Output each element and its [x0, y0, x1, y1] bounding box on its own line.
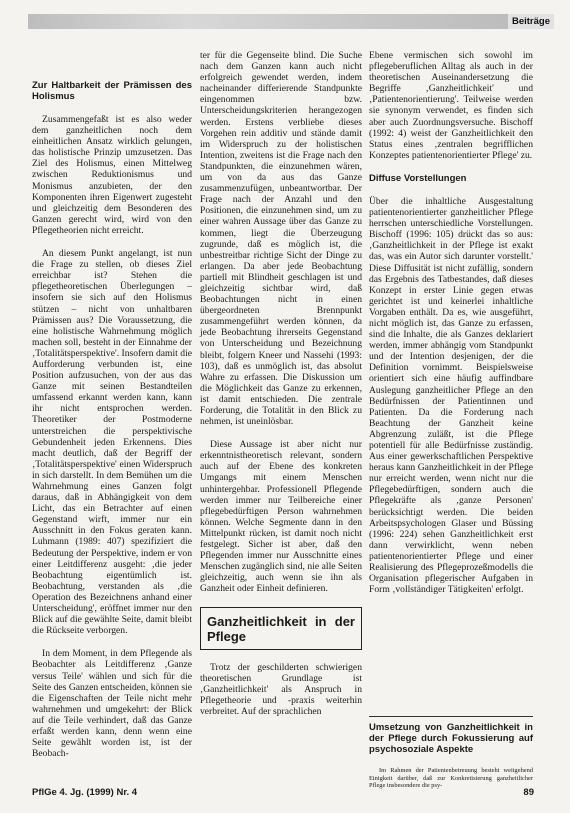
paragraph: Über die inhaltliche Ausgestaltung patientenorientierter ganzheitlicher Pflege herrschen unterschiedliche Vorstellungen. Bischoff (1996: 105) drückt das so aus: ‚Ganzheitlichkeit in der Pflege ist exakt das, was ein Autor sich darunter vorstellt.' Diese Diffusität ist nicht zufällig, sondern das Ergebnis des Tatbestandes, daß dieses Konzept in erster Linie gegen etwas gerichtet ist und keinerlei inhaltliche Vorgaben enthält. Da es, wie ausgeführt, nicht möglich ist, das Ganze zu erfassen, sind die Inhalte, die als Ganzes deklariert werden, immer abhängig vom Standpunkt und der Intention desjenigen, der die Definition vornimmt. Beispielsweise orientiert sich eine häufig auffindbare Auslegung ganzheitlicher Pflege an den Bedürfnissen der Patientinnen und Patienten. Da die Forderung nach Beachtung der Ganzheit keine Abgrenzung zuläßt, ist die Pflege potentiell für alle Bedürfnisse zuständig. Aus einer gewerkschaftlichen Perspektive heraus kann Ganzheitlichkeit in der Pflege nur erreicht werden, wenn nicht nur die Pflegebedürftigen, sondern auch die Pflegekräfte als ‚ganze Personen' berücksichtigt werden. Die beiden Arbeitspsychologen Glaser und Büssing (1996: 224) sehen Ganzheitlichkeit erst dann verwirklicht, wenn neben patientenorientierter Pflege und einer Realisierung des Pflegeprozeßmodells die Organisation pflegerischer Aufgaben in Form ‚vollständiger Tätigkeiten' erfolgt. [369, 195, 533, 596]
column-3 [369, 50, 533, 607]
paragraph: Im Rahmen der Patientenbetreuung besteht weitgehend Einigkeit darüber, daß zur Konkretisierung ganzheitlicher Pflege insbesondere die psy- [369, 767, 533, 790]
paragraph: Trotz der geschilderten schwierigen theoretischen Grundlage ist ‚Ganzheitlichkeit' als Anspruch in Pflegetheorie und -praxis weiterhin verbreitet. Auf der sprachlichen [200, 661, 362, 717]
paragraph: In dem Moment, in dem Pflegende als Beobachter als Leitdifferenz ‚Ganze versus Teile' wählen und sich für die Seite des Ganzen entscheiden, können sie die Eigenschaften der Teile nicht mehr wahrnehmen und umgekehrt: der Blick auf die Teile verhindert, daß das Ganze erfaßt werden kann, denn wenn eine Seite gewählt worden ist, ist der Beobach- [32, 648, 192, 760]
paragraph: Zusammengefaßt ist es also weder dem ganzheitlichen noch dem einheitlichen Ansatz wirklich gelungen, das holistische Prinzip umzusetzen. Das Ziel des Holismus, einen Mittelweg zwischen Reduktionismus und Monismus anzubieten, der den Komponenten ihren Eigenwert zugesteht und gleichzeitig dem Besonderen des Ganzen gerecht wird, wird von den Pflegetheorien nicht erreicht. [32, 114, 192, 236]
section-label: Beiträge [508, 14, 554, 29]
paragraph: An diesem Punkt angelangt, ist nun die Frage zu stellen, ob dieses Ziel erreichbar ist? Stehen die pflegetheoretischen Überlegungen – insofern sie sich auf den Holismus stützen – nicht von unhaltbaren Prämissen aus? Die Voraussetzung, die eine holistische Wahrnehmung möglich machen soll, besteht in der Einnahme der ‚Totalitätsperspektive'. Insofern damit die Aufforderung verbunden ist, eine Position aufzusuchen, von der aus das Ganze mit seinen Bestandteilen umfassend erkannt werden kann, kann ihr nicht entsprochen werden. Theoretiker der Postmoderne unterstreichen die perspektivische Gebundenheit jeden Erkennens. Dies macht deutlich, daß der Begriff der ‚Totalitätsperspektive' einen Widerspruch in sich darstellt. In dem Bemühen um die Wahrnehmung eines Ganzen folgt daraus, daß in Abhängigkeit von dem Licht, das ein Betrachter auf einen Gegenstand wirft, immer nur ein Ausschnitt in den Fokus geraten kann. Luhmann (1989: 407) spezifiziert die Bedeutung der Perspektive, indem er von einer Leitdifferenz ausgeht: ‚die jeder Beobachtung eigentümlich ist. Beobachtung, verstanden als ‚die Operation des Bezeichnens anhand einer Unterscheidung', eröffnet immer nur den Blick auf die gewählte Seite, damit bleibt die Rückseite verborgen. [32, 248, 192, 637]
journal-citation: PflGe 4. Jg. (1999) Nr. 4 [32, 787, 138, 798]
section-heading: Zur Haltbarkeit der Prämissen des Holismus [32, 80, 192, 102]
subsection-heading: Umsetzung von Ganzheitlichkeit in der Pflege durch Fokussierung auf psychosoziale Aspekte [369, 722, 533, 755]
paragraph: Ebene vermischen sich sowohl im pflegeberuflichen Alltag als auch in der theoretischen Auseinandersetzung die Begriffe ‚Ganzheitlichkeit' und ‚Patientenorientierung'. Teilweise werden sie synonym verwendet, es finden sich aber auch Zuordnungsversuche. Bischoff (1992: 4) weist der Ganzheitlichkeit den Status eines ‚zentralen begrifflichen Konzeptes patientenorientierter Pflege' zu. [369, 50, 533, 161]
main-section-heading: Ganzheitlichkeit in der Pflege [200, 607, 362, 650]
page-number: 89 [523, 787, 534, 798]
paragraph: ter für die Gegenseite blind. Die Suche nach dem Ganzen kann auch nicht erfolgreich gewendet werden, indem nacheinander differierende Standpunkte eingenommen bzw. Unterscheidungskriterien herangezogen werden. Erstens verbliebe dieses Vorgehen rein additiv und stände damit im Widerspruch zu der holistischen Intention, zweitens ist die Frage nach den Standpunkten, die einzunehmen wären, um von da aus das Ganze zusammenzufügen, unbeantwortbar. Der Frage nach der Anzahl und den Positionen, die einzunehmen sind, um zu einer wahren Aussage über das Ganze zu kommen, liegt die Überzeugung zugrunde, daß es möglich ist, die unbestreitbar richtige Sicht der Dinge zu erlangen. Da aber jede Beobachtung partiell mit Blindheit geschlagen ist und gleichzeitig sichtbar wird, daß Beobachtungen nicht in einen übergeordneten Brennpunkt zusammengeführt werden können, da jede Beobachtung ihrerseits Gegenstand von Unterscheidung und Bezeichnung bleibt, folgern Kneer und Nassehi (1993: 103), daß es unmöglich ist, das absolut Wahre zu erfassen. Die Diskussion um die Möglichkeit das Ganze zu erkennen, ist damit entschieden. Die zentrale Forderung, die Totalität in den Blick zu nehmen, ist uneinlösbar. [200, 50, 362, 428]
paragraph: Diese Aussage ist aber nicht nur erkenntnistheoretisch relevant, sondern auch auf der Ebene des konkreten Umgangs mit einem Menschen unhintergehbar. Professionell Pflegende werden immer nur Teilbereiche einer pflegebedürftigen Person wahrnehmen können. Welche Segmente dann in den Mittelpunkt rücken, ist damit noch nicht festgelegt. Sicher ist aber, daß den Pflegenden immer nur Ausschnitte eines Menschen zugänglich sind, nie alle Seiten gleichzeitig, auch wenn sie ihn als Ganzheit oder Einheit definieren. [200, 439, 362, 595]
column-3-continued [369, 722, 533, 802]
subsection-heading: Diffuse Vorstellungen [369, 172, 467, 184]
column-1 [32, 50, 192, 771]
header-banner [28, 14, 554, 29]
column-2 [200, 50, 362, 729]
divider [369, 716, 533, 717]
